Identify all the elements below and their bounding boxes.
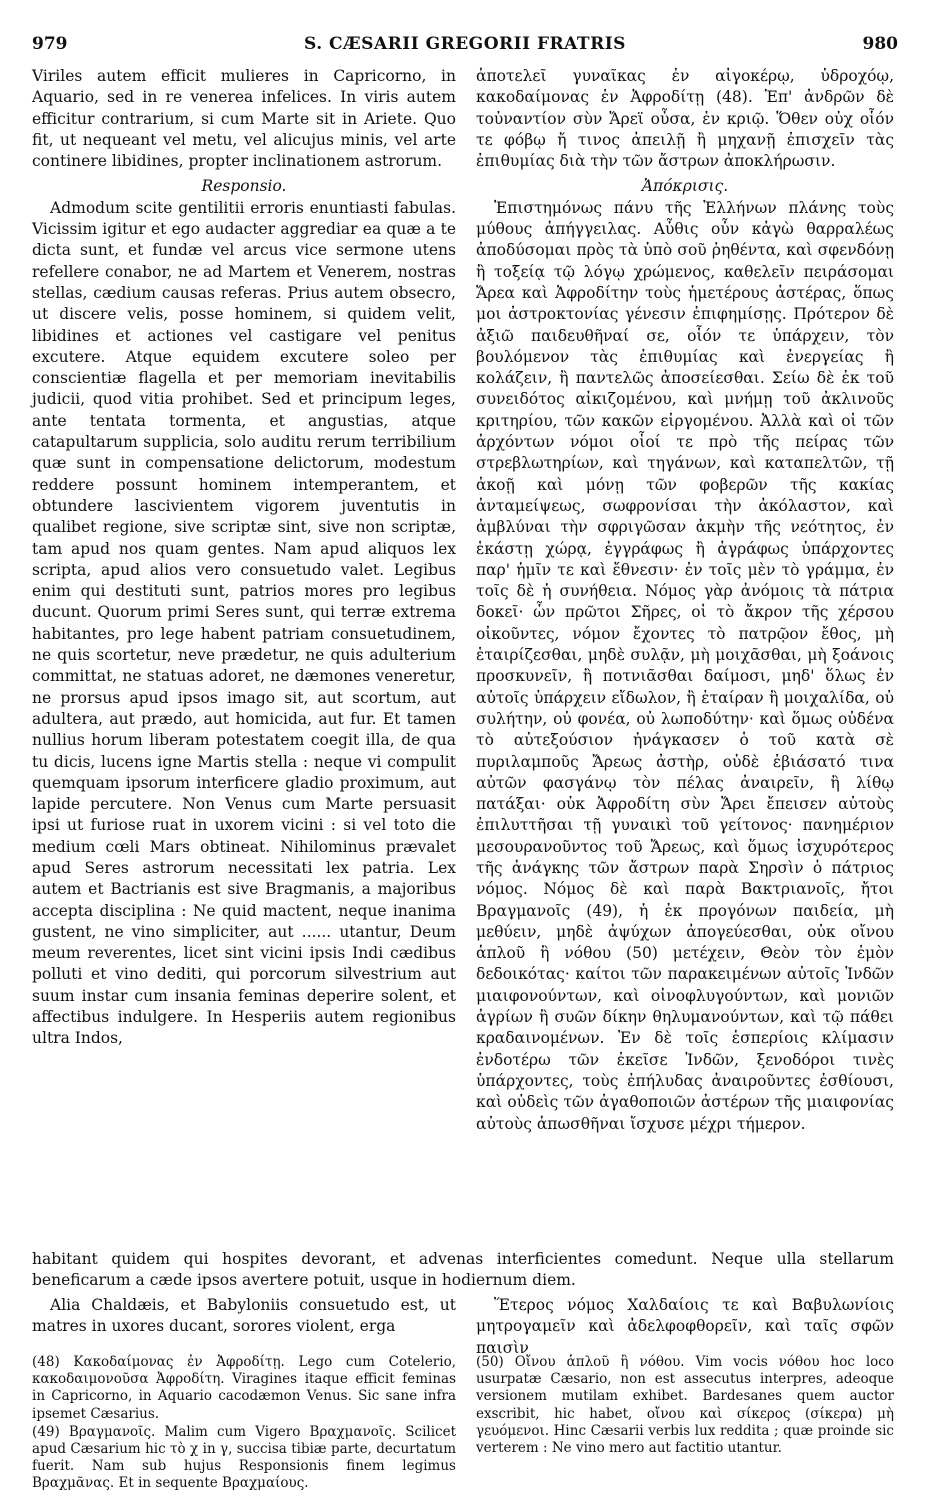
latin-question-end: Viriles autem efficit mulieres in Capricorno, in Aquario, sed in re venerea infelices. In viris autem efficitur contrarium, si cum Marte sit in Ariete. Quo fit, ut nequeant vel metu, vel alicujus minis, vel arte continere libidines, propter inclinationem astrorum. bbox=[32, 67, 456, 171]
running-title: S. CÆSARII GREGORII FRATRIS bbox=[304, 34, 626, 54]
footnotes-right bbox=[476, 1354, 894, 1458]
latin-continuation: Alia Chaldæis, et Babyloniis consuetudo est, ut matres in uxores ducant, sorores violent, erga bbox=[32, 1296, 456, 1336]
greek-column bbox=[476, 66, 894, 1135]
footnote-48: (48) Κακοδαίμονας ἐν Ἀφροδίτῃ. Lego cum Cotelerio, κακοδαιμονοῦσα Ἀφροδίτη. Viragines itaque efficit feminas in Capricorno, in Aquario cacodæmon Venus. Sic sane infra ipsemet Cæsarius. bbox=[32, 1354, 456, 1422]
page-number-left: 979 bbox=[32, 34, 68, 54]
greek-response-text: Ἐπιστημόνως πάνυ τῆς Ἑλλήνων πλάνης τοὺς μύθους ἀπήγγειλας. Αὖθις οὖν κἀγὼ θαρραλέως ἀποδύσομαι πρὸς τὰ ὑπὸ σοῦ ῥηθέντα, καὶ σφενδόνῃ ἢ τοξείᾳ τῷ λόγῳ χρώμενος, καθελεῖν πειράσομαι Ἄρεα καὶ Ἀφροδίτην τοὺς ἡμετέρους ἀστέρας, ὅπως μοι ἀστροκτονίας γένεσιν ἐπιφημίσῃς. Πρότερον δὲ ἀξιῶ παιδευθῆναί σε, οἷόν τε ὑπάρχειν, τὸν βουλόμενον τὰς ἐπιθυμίας καὶ ἐνεργείας ἢ κολάζειν, ἢ παντελῶς ἀποσείεσθαι. Σείω δὲ ἐκ τοῦ συνειδότος αἰκιζομένου, καὶ μνήμῃ τοῦ ἀκλινοῦς κριτηρίου, τῶν κακῶν εἰργομένου. Ἀλλὰ καὶ οἱ τῶν ἀρχόντων νόμοι οἷοί τε πρὸ τῆς πείρας τῶν στρεβλωτηρίων, καὶ τηγάνων, καὶ καταπελτῶν, τῇ ἀκοῇ καὶ μόνῃ τῶν φοβερῶν τῆς κακίας ἀνταμείψεως, σωφρονίσαι τὴν ἀκόλαστον, καὶ ἀμβλύναι τὴν σφριγῶσαν ἀκμὴν τῆς νεότητος, ἐν ἑκάστῃ χώρᾳ, ἐγγράφως ἢ ἀγράφως ὑπάρχοντες παρ' ἡμῖν τε καὶ ἔθνεσιν· ἐν τοῖς μὲν τὸ γράμμα, ἐν τοῖς δὲ ἡ συνήθεια. Νόμος γὰρ ἀνόμοις τὰ πάτρια δοκεῖ· ὧν πρῶτοι Σῆρες, οἱ τὸ ἄκρον τῆς χέρσου οἰκοῦντες, νόμον ἔχοντες τὸ πατρῷον ἔθος, μὴ ἑταιρίζεσθαι, μηδὲ συλᾷν, μὴ μοιχᾶσθαι, μὴ ξοάνοις προσκυνεῖν, ἢ ποτνιᾶσθαι δαίμοσι, μηδ' ὅλως ἐν αὐτοῖς ὑπάρχειν εἴδωλον, ἢ ἑταίραν ἢ μοιχαλίδα, οὐ συλήτην, οὐ φονέα, οὐ λωποδύτην· καὶ ὅμως οὐδένα τὸ αὐτεξούσιον ἠνάγκασεν ὁ τοῦ κατὰ σὲ πυριλαμποῦς Ἄρεως ἀστὴρ, οὐδὲ ἐβιάσατό τινα αὐτῶν φασγάνῳ τὸν πέλας ἀναιρεῖν, ἢ λίθῳ πατάξαι· οὐκ Ἀφροδίτη σὺν Ἄρει ἔπεισεν αὐτοὺς ἐπιλυττῆσαι τῇ γυναικὶ τοῦ γείτονος· πανημέριον μεσουρανοῦντος τοῦ Ἄρεως, καὶ ὅμως ἰσχυρότερος τῆς ἀνάγκης τῶν ἄστρων παρὰ Σηρσὶν ὁ πάτριος νόμος. Νόμος δὲ καὶ παρὰ Βακτριανοῖς, ἤτοι Βραγμανοῖς (49), ἡ ἐκ προγόνων παιδεία, μὴ μεθύειν, μηδὲ ἀψύχων ἀπογεύεσθαι, οὐκ οἴνου ἁπλοῦ ἢ νόθου (50) μετέχειν, Θεὸν τὸν ἐμὸν δεδοικότας· καίτοι τῶν παρακειμένων αὐτοῖς Ἰνδῶν μιαιφονούντων, καὶ οἰνοφλυγούντων, καὶ μονιῶν ἀγρίων ἢ συῶν δίκην θηλυμανούντων, καὶ τῷ πάθει κραδαινομένων. Ἐν δὲ τοῖς ἑσπερίοις κλίμασιν ἐνδοτέρω τῶν ἐκεῖσε Ἰνδῶν, ξενοδόροι τινὲς ὑπάρχοντες, τοὺς ἐπήλυδας ἀναιροῦντες ἐσθίουσι, καὶ οὐδεὶς τῶν ἀγαθοποιῶν ἀστέρων τῆς μιαιφονίας αὐτοὺς ἀπωσθῆναι ἴσχυσε μέχρι τήμερον. bbox=[476, 198, 894, 1133]
latin-response-heading: Responsio. bbox=[201, 177, 287, 196]
greek-continuation: Ἕτερος νόμος Χαλδαίοις τε καὶ Βαβυλωνίοις μητρογαμεῖν καὶ ἀδελφοφθορεῖν, καὶ ταῖς σφῶν παισὶν bbox=[476, 1296, 894, 1357]
page-number-right: 980 bbox=[862, 34, 898, 54]
footnotes-left bbox=[32, 1354, 456, 1494]
page-header bbox=[32, 34, 898, 60]
latin-column bbox=[32, 66, 456, 1050]
footnote-50: (50) Οἴνου ἁπλοῦ ἢ νόθου. Vim vocis νόθου hoc loco usurpatæ Cæsario, non est assecutus interpres, adeoque versionem mutilam exhibet. Bardesanes quem auctor exscribit, hic habet, οἴνου καὶ σίκερος (σίκερα) μὴ γευόμενοι. Hinc Cæsarii verbis lux reddita ; quæ proinde sic verterem : Ne vino mero aut factitio utantur. bbox=[476, 1354, 894, 1457]
latin-response-text: Admodum scite gentilitii erroris enuntiasti fabulas. Vicissim igitur et ego audacter aggrediar ea quæ a te dicta sunt, et fundæ vel arcus vice sermone utens refellere conabor, ne ad Martem et Venerem, nostras stellas, cædium causas referas. Prius autem obsecro, ut discere velis, posse hominem, si quidem velit, libidines et actiones vel castigare vel penitus excutere. Atque equidem excutere soleo per conscientiæ flagella et per memoriam inevitabilis judicii, quod vitia prohibet. Sed et principum leges, ante tentata tormenta, et angustias, atque catapultarum supplicia, solo auditu rerum terribilium quæ sunt in compensatione delictorum, modestum reddere possunt hominem intemperantem, et obtundere lascivientem vigorem juventutis in qualibet regione, sive scriptæ sint, sive non scriptæ, tam apud nos quam gentes. Nam apud aliquos lex scripta, apud alios vero consuetudo valet. Legibus enim qui destituti sunt, patrios mores pro legibus ducunt. Quorum primi Seres sunt, qui terræ extrema habitantes, pro lege habent patriam consuetudinem, ne quis scortetur, neve prædetur, ne quis adulterium committat, ne statuas adoret, ne dæmones veneretur, ne prorsus apud ipsos imago sit, aut scortum, aut adultera, aut prædo, aut homicida, aut fur. Et tamen nullius horum liberam potestatem coegit illa, de qua tu dicis, lucens igne Martis stella : neque vi compulit quemquam ipsorum interficere gladio proximum, aut lapide percutere. Non Venus cum Marte persuasit ipsi ut furiose ruat in uxorem vicini : si vel toto die medium cœli Mars obtineat. Nihilominus prævalet apud Seres astrorum necessitati lex patria. Lex autem et Bactrianis est sive Bragmanis, a majoribus accepta disciplina : Ne quid mactent, neque inanima gustent, ne vino simpliciter, aut ...... utantur, Deum meum reverentes, licet sint vicini ipsis Indi cædibus polluti et vino dediti, qui porcorum silvestrium aut suum instar cum insania feminas deperire solent, et affectibus indulgere. In Hesperiis autem regionibus ultra Indos, bbox=[32, 198, 456, 1048]
footnote-49: (49) Βραγμανοῖς. Malim cum Vigero Βραχμανοῖς. Scilicet apud Cæsarium hic τὸ χ in γ, succisa tibiæ parte, decurtatum fuerit. Nam sub hujus Responsionis finem legimus Βραχμᾶνας. Et in sequente Βραχμαίους. bbox=[32, 1423, 456, 1492]
greek-question-end: ἀποτελεῖ γυναῖκας ἐν αἰγοκέρῳ, ὑδροχόῳ, κακοδαίμονας ἐν Ἀφροδίτῃ (48). Ἐπ' ἀνδρῶν δὲ τοὐναντίον σὺν Ἄρεϊ οὖσα, ἐν κριῷ. Ὅθεν οὐχ οἷόν τε φόβῳ ἤ τινος ἀπειλῇ ἢ μηχανῇ ἐπισχεῖν τὰς ἐπιθυμίας διὰ τὴν τῶν ἄστρων ἀποκλήρωσιν. bbox=[476, 67, 894, 171]
greek-response-heading: Ἀπόκρισις. bbox=[641, 177, 729, 196]
latin-spanning-line: habitant quidem qui hospites devorant, et advenas interficientes comedunt. Neque ulla stellarum beneficarum a cæde ipsos avertere potuit, usque in hodiernum diem. bbox=[32, 1250, 894, 1290]
